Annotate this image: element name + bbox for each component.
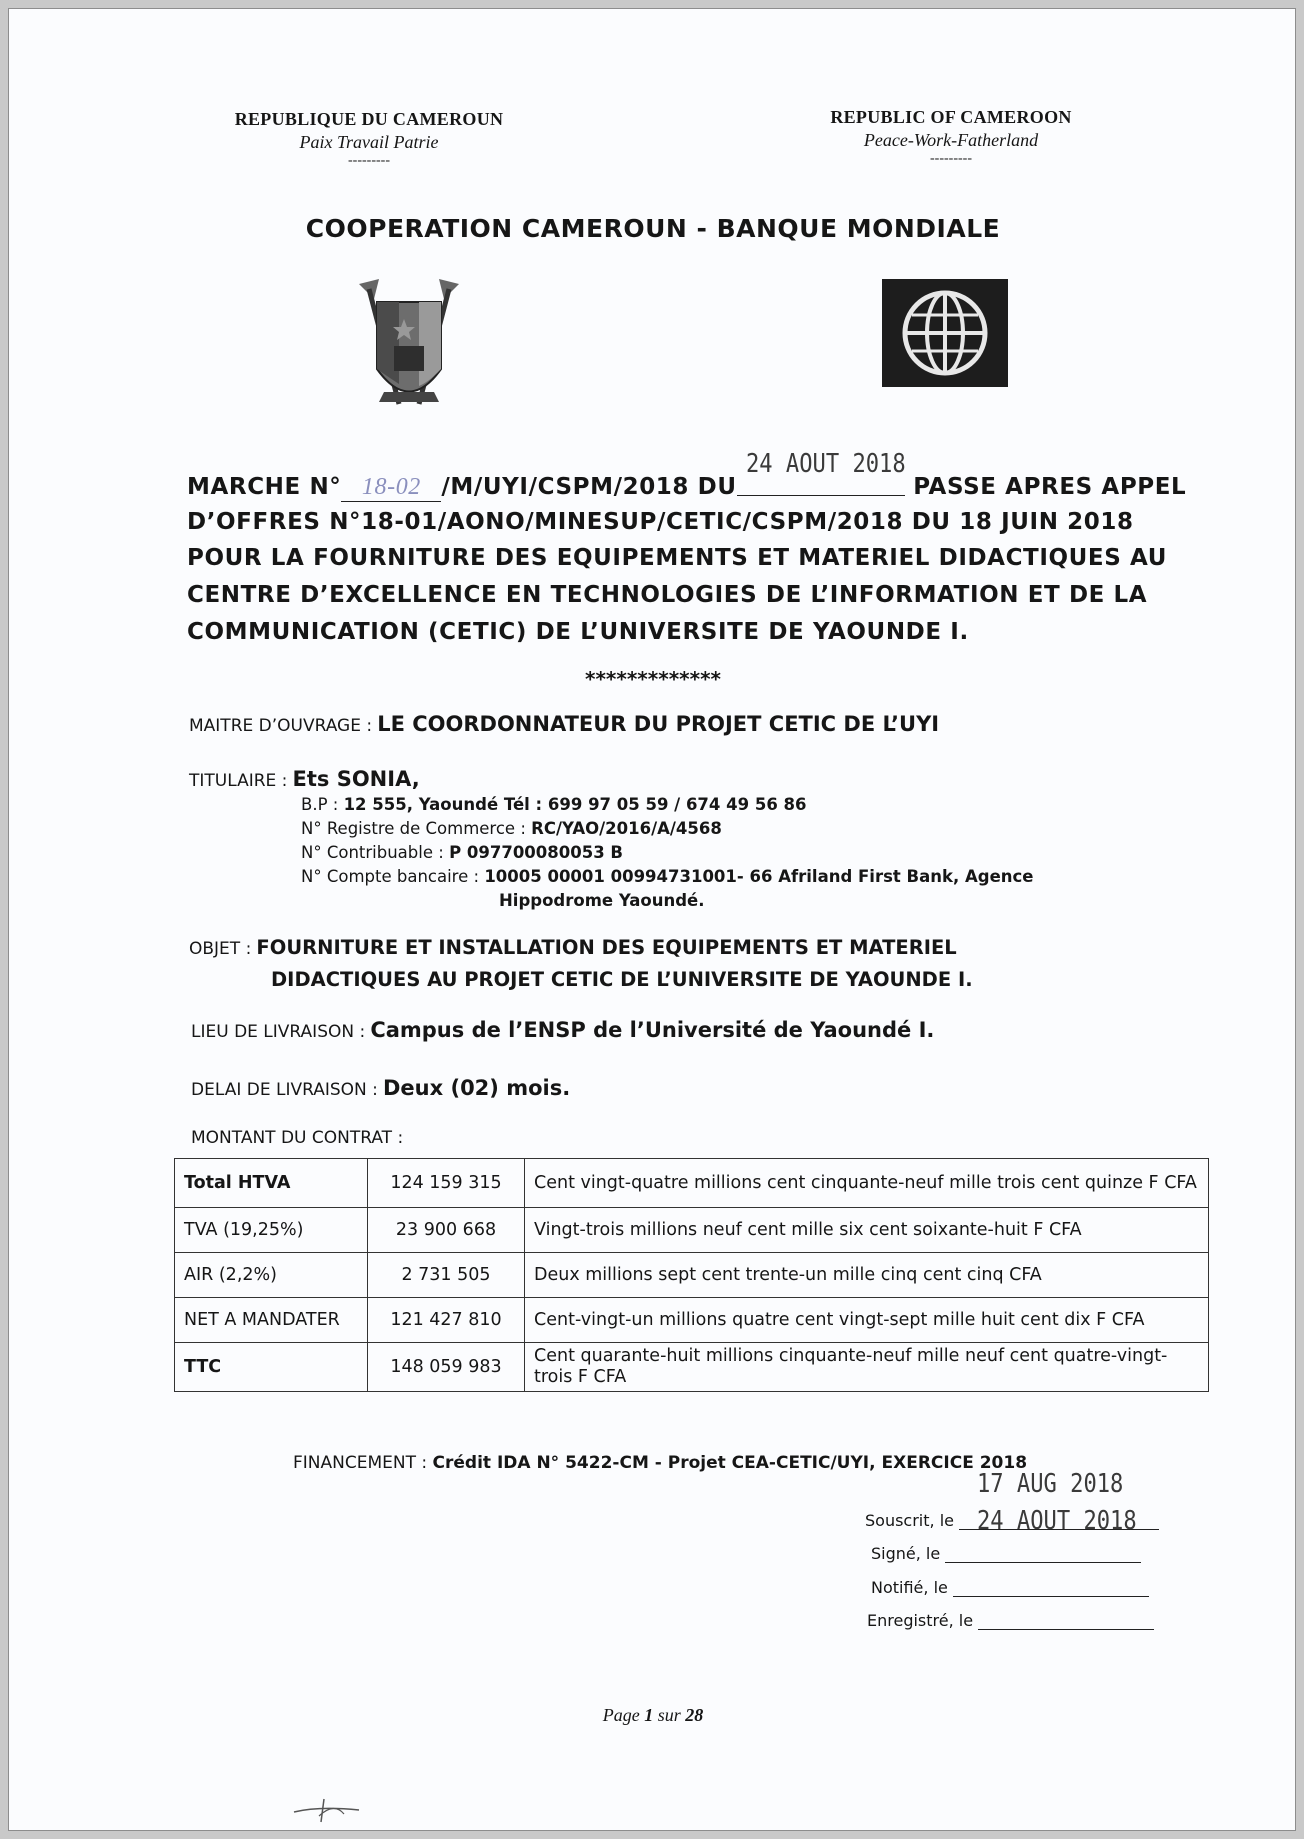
titulaire-contrib-label: N° Contribuable : (301, 843, 444, 862)
marche-date-stamp: 24 AOUT 2018 (746, 449, 906, 479)
stamp-signe: 24 AOUT 2018 (977, 1506, 1137, 1536)
document-page (8, 8, 1296, 1831)
marche-line-3: POUR LA FOURNITURE DES EQUIPEMENTS ET MATERIEL DIDACTIQUES AU (187, 545, 1167, 571)
titulaire-rc-value: RC/YAO/2016/A/4568 (531, 819, 722, 838)
montant-label: MONTANT DU CONTRAT : (191, 1128, 404, 1148)
marche-line-2: D’OFFRES N°18-01/AONO/MINESUP/CETIC/CSPM/2018 DU 18 JUIN 2018 (187, 509, 1134, 535)
marche-prefix: MARCHE N° (187, 474, 342, 500)
world-bank-logo-icon (882, 279, 1008, 387)
sig-enregistre-line (978, 1629, 1154, 1630)
lieu-value: Campus de l’ENSP de l’Université de Yaoundé I. (370, 1018, 935, 1042)
sig-souscrit (865, 1511, 1159, 1530)
cooperation-title: COOPERATION CAMEROUN - BANQUE MONDIALE (305, 214, 1001, 243)
marche-number-field (341, 474, 441, 502)
titulaire-rc-label: N° Registre de Commerce : (301, 819, 526, 838)
table-row (175, 1343, 1209, 1392)
header-right-separator: --------- (930, 151, 972, 166)
sig-souscrit-line (959, 1529, 1159, 1530)
amount-table (174, 1158, 1209, 1392)
maitre-ouvrage (189, 712, 939, 736)
delai-livraison (191, 1076, 570, 1100)
amount-words-cell: Vingt-trois millions neuf cent mille six cent soixante-huit F CFA (525, 1208, 1209, 1253)
header-left-country: REPUBLIQUE DU CAMEROUN (234, 109, 504, 129)
titulaire-bank-line2 (499, 891, 705, 910)
header-right-country: REPUBLIC OF CAMEROON (830, 107, 1072, 127)
header-right (791, 107, 1111, 167)
amount-label-cell: TTC (175, 1343, 368, 1392)
titulaire-bank (301, 867, 1033, 886)
delai-value: Deux (02) mois. (382, 1076, 571, 1100)
financement-label: FINANCEMENT : (293, 1453, 428, 1473)
amount-label-cell: Total HTVA (175, 1159, 368, 1208)
titulaire-bp (301, 795, 807, 814)
objet (189, 936, 957, 959)
header-left-separator: --------- (348, 153, 390, 168)
sig-signe (871, 1544, 1141, 1563)
titulaire-label: TITULAIRE : (189, 771, 288, 791)
lieu-label: LIEU DE LIVRAISON : (191, 1022, 366, 1042)
delai-label: DELAI DE LIVRAISON : (191, 1080, 378, 1100)
table-row (175, 1159, 1209, 1208)
objet-line2: DIDACTIQUES AU PROJET CETIC DE L’UNIVERSITE DE YAOUNDE I. (271, 968, 973, 991)
titulaire-bank-value: 10005 00001 00994731001- 66 Afriland First Bank, Agence (484, 867, 1034, 886)
coat-of-arms-icon (339, 274, 479, 424)
titulaire-bp-label: B.P : (301, 795, 339, 814)
titulaire-bank-value2: Hippodrome Yaoundé. (499, 891, 705, 910)
objet-label: OBJET : (189, 939, 252, 959)
table-row (175, 1298, 1209, 1343)
sig-signe-label: Signé, le (871, 1544, 941, 1563)
sig-enregistre (867, 1611, 1154, 1630)
table-row (175, 1253, 1209, 1298)
titulaire (189, 767, 420, 791)
table-row (175, 1208, 1209, 1253)
marche-handwritten-number: 18-02 (361, 474, 421, 500)
marche-suffix: PASSE APRES APPEL (913, 474, 1187, 500)
sig-souscrit-label: Souscrit, le (865, 1511, 954, 1530)
amount-value-cell: 23 900 668 (368, 1208, 525, 1253)
lieu-livraison (191, 1018, 934, 1042)
page-mid: sur (657, 1705, 681, 1725)
titulaire-bank-label: N° Compte bancaire : (301, 867, 480, 886)
amount-label-cell: AIR (2,2%) (175, 1253, 368, 1298)
header-left (209, 109, 529, 169)
paraph-signature-icon (289, 1794, 369, 1824)
amount-label-cell: NET A MANDATER (175, 1298, 368, 1343)
maitre-label: MAITRE D’OUVRAGE : (189, 716, 373, 736)
amount-words-cell: Cent vingt-quatre millions cent cinquante-neuf mille trois cent quinze F CFA (525, 1159, 1209, 1208)
header-right-motto: Peace-Work-Fatherland (863, 130, 1039, 150)
amount-value-cell: 2 731 505 (368, 1253, 525, 1298)
amount-value-cell: 124 159 315 (368, 1159, 525, 1208)
sig-notifie (871, 1578, 1149, 1597)
marche-line-1 (187, 473, 1186, 502)
financement (293, 1453, 1027, 1473)
titulaire-contrib (301, 843, 623, 862)
stamp-souscrit: 17 AUG 2018 (977, 1469, 1124, 1499)
header-left-motto: Paix Travail Patrie (299, 132, 439, 152)
sig-notifie-label: Notifié, le (871, 1578, 948, 1597)
maitre-value: LE COORDONNATEUR DU PROJET CETIC DE L’UYI (377, 712, 940, 736)
titulaire-rc (301, 819, 722, 838)
marche-middle: /M/UYI/CSPM/2018 DU (441, 474, 737, 500)
titulaire-contrib-value: P 097700080053 B (449, 843, 623, 862)
marche-line-4: CENTRE D’EXCELLENCE EN TECHNOLOGIES DE L’INFORMATION ET DE LA (187, 582, 1148, 608)
amount-words-cell: Cent quarante-huit millions cinquante-neuf mille neuf cent quatre-vingt-trois F CFA (525, 1343, 1209, 1392)
amount-value-cell: 121 427 810 (368, 1298, 525, 1343)
objet-line1: FOURNITURE ET INSTALLATION DES EQUIPEMENTS ET MATERIEL (256, 936, 957, 959)
sig-signe-line (945, 1562, 1141, 1563)
amount-value-cell: 148 059 983 (368, 1343, 525, 1392)
amount-words-cell: Cent-vingt-un millions quatre cent vingt-sept mille huit cent dix F CFA (525, 1298, 1209, 1343)
page-current: 1 (644, 1705, 654, 1725)
sig-enregistre-label: Enregistré, le (867, 1611, 974, 1630)
page-total: 28 (685, 1705, 704, 1725)
financement-value: Crédit IDA N° 5422-CM - Projet CEA-CETIC/UYI, EXERCICE 2018 (432, 1453, 1028, 1473)
page-prefix: Page (602, 1705, 640, 1725)
amount-words-cell: Deux millions sept cent trente-un mille cinq cent cinq CFA (525, 1253, 1209, 1298)
stars-separator: ************* (585, 667, 721, 691)
amount-label-cell: TVA (19,25%) (175, 1208, 368, 1253)
page-number (9, 1705, 1296, 1726)
titulaire-bp-value: 12 555, Yaoundé Tél : 699 97 05 59 / 674 49 56 86 (343, 795, 807, 814)
sig-notifie-line (953, 1596, 1149, 1597)
titulaire-name: Ets SONIA, (292, 767, 420, 791)
marche-line-5: COMMUNICATION (CETIC) DE L’UNIVERSITE DE YAOUNDE I. (187, 619, 969, 645)
